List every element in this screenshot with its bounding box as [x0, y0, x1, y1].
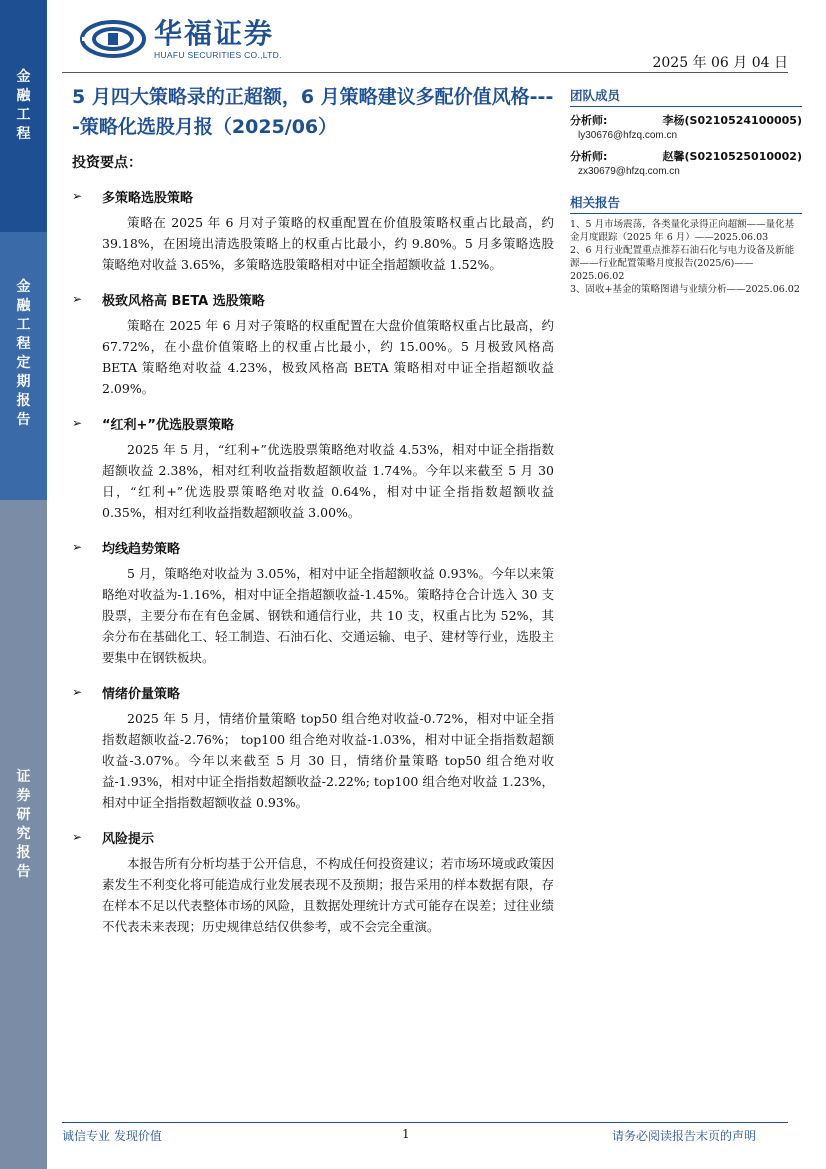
- section-risk-warning: [72, 825, 554, 937]
- related-report-item[interactable]: 1、5 月市场震荡，各类量化录得正向超额——量化基金月度跟踪（2025 年 6 月）——2025.06.03: [570, 219, 795, 243]
- related-reports-list: [570, 218, 802, 296]
- section-heading: “红利+”优选股票策略: [102, 417, 234, 433]
- left-sidebar: [0, 0, 47, 1169]
- arrow-bullet-icon: ➢: [72, 416, 83, 430]
- analyst-role: 分析师:: [570, 114, 608, 127]
- section-sentiment-volume: [72, 680, 554, 813]
- section-moving-average: [72, 535, 554, 668]
- analyst-entry: [570, 149, 802, 179]
- arrow-bullet-icon: ➢: [72, 685, 83, 699]
- team-heading: 团队成员: [570, 86, 802, 107]
- section-heading: 多策略选股策略: [102, 190, 194, 206]
- related-reports-heading: 相关报告: [570, 193, 802, 214]
- section-dividend-plus: [72, 411, 554, 523]
- footer-divider: [62, 1122, 788, 1123]
- analyst-email[interactable]: ly30676@hfzq.com.cn: [578, 130, 678, 141]
- page-number: 1: [402, 1127, 410, 1141]
- investment-highlights-heading: 投资要点：: [72, 155, 142, 171]
- analyst-name: 赵馨(S0210525010002): [662, 150, 802, 163]
- section-body: 本报告所有分析均基于公开信息，不构成任何投资建议；若市场环境或政策因素发生不利变化将可能造成行业发展表现不及预期；报告采用的样本数据有限，存在样本不足以代表整体市场的风险，且数据处理统计方式可能存在误差；过往业绩不代表未来表现；历史规律总结仅供参考，或不会完全重演。: [102, 856, 554, 934]
- footer-slogan: 诚信专业 发现价值: [62, 1129, 162, 1143]
- logo-chinese-name: 华福证券: [154, 17, 275, 50]
- section-body: 2025 年 5 月，“红利+”优选股票策略绝对收益 4.53%，相对中证全指指数超额收益 2.38%，相对红利收益指数超额收益 1.74%。今年以来截至 5 月 30 日，“红利+”优选股票策略绝对收益 0.64%，相对中证全指指数超额收益 0.35%，相对红利收益指数超额收益 3.00%。: [102, 442, 554, 520]
- analyst-entry: [570, 113, 802, 143]
- report-date: 2025 年 06 月 04 日: [652, 55, 788, 71]
- section-body: 策略在 2025 年 6 月对子策略的权重配置在价值股策略权重占比最高，约 39.18%，在困境出清选股策略上的权重占比最小，约 9.80%。5 月多策略选股策略绝对收益 3.65%，多策略选股策略相对中证全指超额收益 1.52%。: [102, 215, 554, 272]
- analyst-email[interactable]: zx30679@hfzq.com.cn: [578, 166, 680, 177]
- right-column: [570, 86, 802, 296]
- section-heading: 风险提示: [102, 831, 155, 847]
- arrow-bullet-icon: ➢: [72, 189, 83, 203]
- analyst-role: 分析师:: [570, 150, 608, 163]
- section-body: 5 月，策略绝对收益为 3.05%，相对中证全指超额收益 0.93%。今年以来策略绝对收益为-1.16%，相对中证全指超额收益-1.45%。策略持仓合计选入 30 支股票，主要分布在有色金属、钢铁和通信行业，共 10 支，权重占比为 52%，其余分布在基础化工、轻工制造、石油石化、交通运输、电子、建材等行业，选股主要集中在钢铁板块。: [102, 566, 554, 665]
- report-title: 5 月四大策略录的正超额，6 月策略建议多配价值风格----策略化选股月报（2025/06）: [72, 86, 554, 138]
- header-divider: [62, 72, 788, 73]
- section-heading: 情绪价量策略: [102, 686, 181, 702]
- logo-english-name: HUAFU SECURITIES CO.,LTD.: [154, 50, 282, 60]
- related-report-item[interactable]: 3、固收+基金的策略图谱与业绩分析——2025.06.02: [570, 284, 800, 295]
- analyst-name: 李杨(S0210524100005): [662, 114, 802, 127]
- sidebar-label-finance-engineering: 金 融 工 程: [0, 0, 47, 232]
- section-body: 2025 年 5 月，情绪价量策略 top50 组合绝对收益-0.72%，相对中证全指指数超额收益-2.76%； top100 组合绝对收益-1.03%，相对中证全指指数超额收益-3.07%。今年以来截至 5 月 30 日，情绪价量策略 top50 组合绝对收益-1.93%，相对中证全指指数超额收益-2.22%; top100 组合绝对收益 1.23%，相对中证全指指数超额收益 0.93%。: [102, 711, 554, 810]
- company-logo: [80, 18, 282, 60]
- huafu-logo-icon: [80, 19, 146, 59]
- sidebar-label-research-report: 证 券 研 究 报 告: [0, 500, 47, 1169]
- arrow-bullet-icon: ➢: [72, 540, 83, 554]
- footer-disclaimer-note: 请务必阅读报告末页的声明: [611, 1129, 756, 1143]
- section-high-beta: [72, 287, 554, 399]
- main-content: [72, 82, 554, 937]
- section-multi-strategy: [72, 184, 554, 275]
- arrow-bullet-icon: ➢: [72, 830, 83, 844]
- section-heading: 极致风格高 BETA 选股策略: [102, 293, 265, 309]
- section-body: 策略在 2025 年 6 月对子策略的权重配置在大盘价值策略权重占比最高，约 67.72%，在小盘价值策略上的权重占比最小，约 15.00%。5 月极致风格高 BETA 策略绝对收益 4.23%，极致风格高 BETA 策略相对中证全指超额收益 2.09%。: [102, 318, 554, 396]
- related-report-item[interactable]: 2、6 月行业配置重点推荐石油石化与电力设备及新能源——行业配置策略月度报告(2025/6)——2025.06.02: [570, 245, 795, 282]
- arrow-bullet-icon: ➢: [72, 292, 83, 306]
- section-heading: 均线趋势策略: [102, 541, 181, 557]
- related-reports: [570, 193, 802, 296]
- sidebar-label-periodic-report: 金 融 工 程 定 期 报 告: [0, 232, 47, 500]
